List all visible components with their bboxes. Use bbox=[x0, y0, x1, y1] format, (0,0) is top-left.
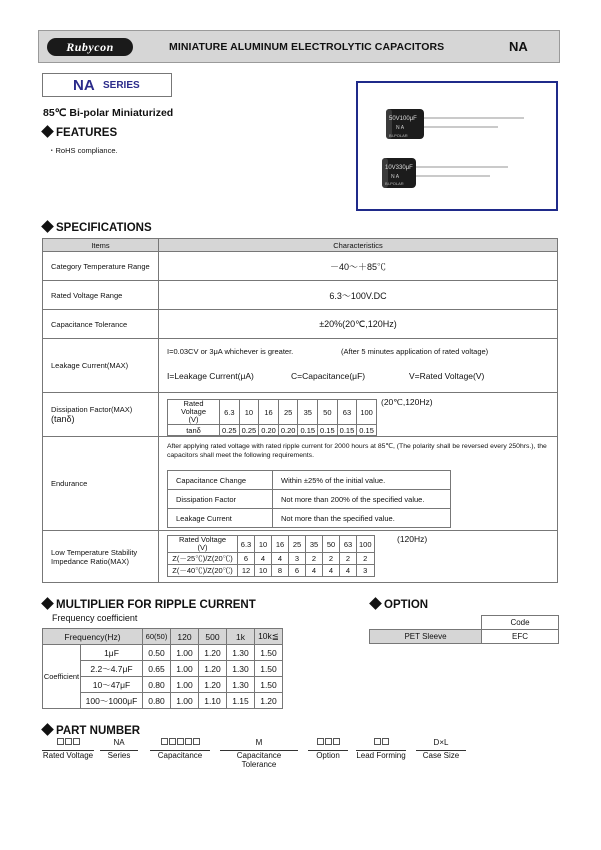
df-voltage: 25 bbox=[278, 400, 298, 425]
cap1-series: N A bbox=[396, 125, 405, 131]
freq-header: 10k≦ bbox=[255, 629, 283, 645]
lt-voltage: 10 bbox=[255, 536, 272, 553]
pn-cap-tolerance: M Capacitance Tolerance bbox=[220, 738, 298, 769]
df-voltage: 35 bbox=[298, 400, 318, 425]
pn-series: NA Series bbox=[100, 738, 138, 760]
lt-value: 3 bbox=[357, 565, 375, 577]
cap-tolerance-label: Capacitance Tolerance bbox=[43, 310, 159, 339]
endurance-item: Dissipation Factor bbox=[168, 490, 273, 509]
dissipation-table bbox=[167, 399, 377, 436]
lt-voltage: 6.3 bbox=[238, 536, 255, 553]
header-bar bbox=[38, 30, 560, 63]
rated-voltage-label: Rated Voltage Range bbox=[43, 281, 159, 310]
coef-value: 1.20 bbox=[255, 693, 283, 709]
low-temp-voltage-label: Rated Voltage (V) bbox=[168, 536, 238, 553]
coef-value: 0.80 bbox=[143, 677, 171, 693]
lt-value: 6 bbox=[289, 565, 306, 577]
coef-value: 1.20 bbox=[199, 677, 227, 693]
coef-value: 1.10 bbox=[199, 693, 227, 709]
lt-value: 12 bbox=[238, 565, 255, 577]
lt-value: 4 bbox=[255, 553, 272, 565]
leakage-formula: I=0.03CV or 3μA whichever is greater. bbox=[167, 347, 294, 356]
df-voltage: 16 bbox=[259, 400, 279, 425]
features-heading: FEATURES bbox=[42, 127, 117, 139]
endurance-value: Not more than 200% of the specified value. bbox=[273, 490, 451, 509]
endurance-item: Leakage Current bbox=[168, 509, 273, 528]
option-table bbox=[369, 615, 559, 644]
freq-header: 500 bbox=[199, 629, 227, 645]
pn-case-size: D×L Case Size bbox=[416, 738, 466, 760]
freq-header: 1k bbox=[227, 629, 255, 645]
coef-value: 0.80 bbox=[143, 693, 171, 709]
option-code: EFC bbox=[482, 630, 559, 644]
lt-value: 2 bbox=[357, 553, 375, 565]
header-series-code: NA bbox=[509, 39, 528, 54]
coef-value: 1.20 bbox=[199, 661, 227, 677]
dissipation-voltage-label: Rated Voltage (V) bbox=[168, 400, 220, 425]
cap-tolerance-value: ±20%(20℃,120Hz) bbox=[159, 310, 558, 339]
lt-value: 6 bbox=[238, 553, 255, 565]
df-voltage: 63 bbox=[337, 400, 357, 425]
series-label: SERIES bbox=[103, 80, 140, 91]
dissipation-label: Dissipation Factor(MAX) (tanδ) bbox=[43, 393, 159, 437]
coef-value: 1.50 bbox=[255, 645, 283, 661]
lt-value: 4 bbox=[272, 553, 289, 565]
lt-row-name: Z(－25℃)/Z(20℃) bbox=[168, 553, 238, 565]
cap-range: 1μF bbox=[81, 645, 143, 661]
endurance-label: Endurance bbox=[43, 437, 159, 531]
items-header: Items bbox=[43, 239, 159, 252]
coef-value: 1.00 bbox=[171, 693, 199, 709]
lt-voltage: 16 bbox=[272, 536, 289, 553]
leakage-cell bbox=[159, 339, 558, 393]
leakage-legend-i: I=Leakage Current(μA) bbox=[167, 371, 254, 381]
coef-value: 1.15 bbox=[227, 693, 255, 709]
pn-lead-forming: Lead Forming bbox=[356, 738, 406, 760]
multiplier-heading: MULTIPLIER FOR RIPPLE CURRENT bbox=[42, 599, 256, 611]
df-tan: 0.15 bbox=[357, 425, 377, 436]
df-voltage: 6.3 bbox=[220, 400, 240, 425]
lt-value: 4 bbox=[323, 565, 340, 577]
df-voltage: 10 bbox=[239, 400, 259, 425]
cap2-polar: BI-POLAR bbox=[385, 181, 404, 186]
frequency-label: Frequency(Hz) bbox=[43, 629, 143, 645]
option-blank bbox=[370, 616, 482, 630]
endurance-cell bbox=[159, 437, 558, 531]
diamond-bullet-icon bbox=[41, 220, 54, 233]
coef-value: 0.65 bbox=[143, 661, 171, 677]
coef-value: 1.50 bbox=[255, 661, 283, 677]
endurance-value: Not more than the specified value. bbox=[273, 509, 451, 528]
feature-item: ・RoHS compliance. bbox=[48, 146, 118, 155]
freq-header: 60(50) bbox=[143, 629, 171, 645]
lt-value: 2 bbox=[323, 553, 340, 565]
coef-value: 1.30 bbox=[227, 661, 255, 677]
coef-value: 1.30 bbox=[227, 677, 255, 693]
lt-value: 4 bbox=[306, 565, 323, 577]
option-name: PET Sleeve bbox=[370, 630, 482, 644]
option-code-header: Code bbox=[482, 616, 559, 630]
coef-value: 1.30 bbox=[227, 645, 255, 661]
cap-range: 10～47μF bbox=[81, 677, 143, 693]
coefficient-label: Coefficient bbox=[43, 645, 81, 709]
cap1-rating: 50V100μF bbox=[389, 116, 417, 122]
low-temp-label: Low Temperature Stability Impedance Ratio(MAX) bbox=[43, 531, 159, 583]
diamond-bullet-icon bbox=[41, 125, 54, 138]
pn-rated-voltage: Rated Voltage bbox=[42, 738, 94, 760]
lt-voltage: 35 bbox=[306, 536, 323, 553]
lt-value: 8 bbox=[272, 565, 289, 577]
tan-label: tanδ bbox=[168, 425, 220, 436]
category-temp-value: －40～＋85℃ bbox=[159, 252, 558, 281]
coef-value: 1.00 bbox=[171, 661, 199, 677]
df-voltage: 100 bbox=[357, 400, 377, 425]
low-temp-table bbox=[167, 535, 375, 577]
df-tan: 0.15 bbox=[298, 425, 318, 436]
dissipation-condition: (20℃,120Hz) bbox=[381, 397, 433, 407]
coef-value: 1.00 bbox=[171, 677, 199, 693]
option-heading: OPTION bbox=[370, 599, 428, 611]
df-tan: 0.25 bbox=[239, 425, 259, 436]
lt-voltage: 63 bbox=[340, 536, 357, 553]
specifications-table bbox=[42, 238, 558, 583]
lt-value: 3 bbox=[289, 553, 306, 565]
df-tan: 0.20 bbox=[259, 425, 279, 436]
lt-row-name: Z(－40℃)/Z(20℃) bbox=[168, 565, 238, 577]
part-number-heading: PART NUMBER bbox=[42, 725, 140, 737]
coef-value: 1.00 bbox=[171, 645, 199, 661]
series-subtitle: 85℃ Bi-polar Miniaturized bbox=[43, 107, 174, 119]
diamond-bullet-icon bbox=[41, 723, 54, 736]
series-box bbox=[42, 73, 172, 97]
endurance-value: Within ±25% of the initial value. bbox=[273, 471, 451, 490]
endurance-table bbox=[167, 470, 451, 528]
specifications-heading: SPECIFICATIONS bbox=[42, 222, 152, 234]
leakage-note: (After 5 minutes application of rated voltage) bbox=[341, 347, 489, 356]
capacitor-image bbox=[358, 83, 556, 209]
low-temp-cell bbox=[159, 531, 558, 583]
diamond-bullet-icon bbox=[41, 597, 54, 610]
series-name: NA bbox=[73, 77, 95, 94]
lt-value: 10 bbox=[255, 565, 272, 577]
pn-option: Option bbox=[308, 738, 348, 760]
freq-header: 120 bbox=[171, 629, 199, 645]
lt-value: 2 bbox=[340, 553, 357, 565]
rated-voltage-value: 6.3～100V.DC bbox=[159, 281, 558, 310]
low-temp-condition: (120Hz) bbox=[397, 534, 428, 544]
diamond-bullet-icon bbox=[369, 597, 382, 610]
df-voltage: 50 bbox=[318, 400, 338, 425]
df-tan: 0.20 bbox=[278, 425, 298, 436]
multiplier-table bbox=[42, 628, 283, 709]
coef-value: 1.20 bbox=[199, 645, 227, 661]
multiplier-subtitle: Frequency coefficient bbox=[52, 613, 138, 623]
cap2-rating: 10V330μF bbox=[385, 165, 413, 171]
endurance-text: After applying rated voltage with rated ripple current for 2000 hours at 85℃, (The polarity shall be reversed every 250hrs.), the capacitors shall meet the following requirements. bbox=[167, 443, 547, 459]
df-tan: 0.15 bbox=[318, 425, 338, 436]
df-tan: 0.15 bbox=[337, 425, 357, 436]
df-tan: 0.25 bbox=[220, 425, 240, 436]
endurance-item: Capacitance Change bbox=[168, 471, 273, 490]
category-temp-label: Category Temperature Range bbox=[43, 252, 159, 281]
coef-value: 0.50 bbox=[143, 645, 171, 661]
product-photo bbox=[356, 81, 558, 211]
coef-value: 1.50 bbox=[255, 677, 283, 693]
cap2-series: N A bbox=[391, 174, 400, 180]
leakage-label: Leakage Current(MAX) bbox=[43, 339, 159, 393]
lt-value: 4 bbox=[340, 565, 357, 577]
dissipation-cell bbox=[159, 393, 558, 437]
characteristics-header: Characteristics bbox=[159, 239, 558, 252]
leakage-legend-c: C=Capacitance(μF) bbox=[291, 371, 366, 381]
lt-voltage: 25 bbox=[289, 536, 306, 553]
rubycon-logo: Rubycon bbox=[47, 38, 133, 56]
lt-voltage: 50 bbox=[323, 536, 340, 553]
leakage-legend-v: V=Rated Voltage(V) bbox=[409, 371, 485, 381]
cap1-polar: BI-POLAR bbox=[389, 133, 408, 138]
pn-capacitance: Capacitance bbox=[150, 738, 210, 760]
lt-voltage: 100 bbox=[357, 536, 375, 553]
header-title: MINIATURE ALUMINUM ELECTROLYTIC CAPACITORS bbox=[169, 41, 445, 53]
cap-range: 100～1000μF bbox=[81, 693, 143, 709]
cap-range: 2.2～4.7μF bbox=[81, 661, 143, 677]
lt-value: 2 bbox=[306, 553, 323, 565]
